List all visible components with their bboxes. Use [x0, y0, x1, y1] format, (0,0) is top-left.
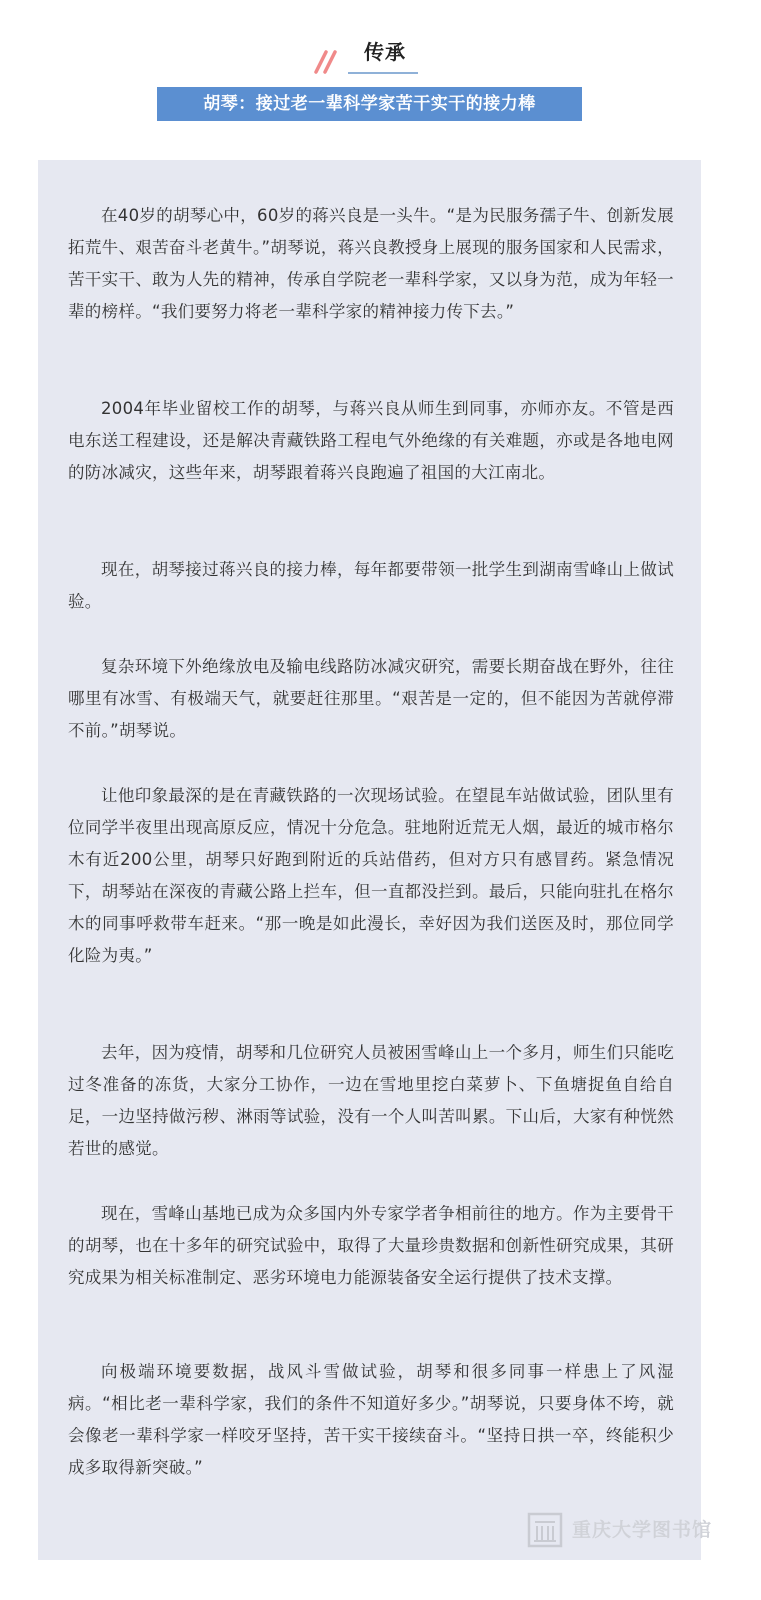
watermark: [526, 1508, 756, 1552]
paragraph-6: 去年，因为疫情，胡琴和几位研究人员被困雪峰山上一个多月，师生们只能吃过冬准备的冻货，大家分工协作，一边在雪地里挖白菜萝卜、下鱼塘捉鱼自给自足，一边坚持做污秽、淋雨等试验，没有一个人叫苦叫累。下山后，大家有种恍然若世的感觉。: [68, 1043, 674, 1158]
section-title-underline: [348, 72, 418, 74]
article-title-banner: 胡琴：接过老一辈科学家苦干实干的接力棒: [157, 87, 582, 121]
paragraph-7: 现在，雪峰山基地已成为众多国内外专家学者争相前往的地方。作为主要骨干的胡琴，也在十多年的研究试验中，取得了大量珍贵数据和创新性研究成果，其研究成果为相关标准制定、恶劣环境电力能源装备安全运行提供了技术支撑。: [68, 1204, 674, 1287]
paragraph-5: 让他印象最深的是在青藏铁路的一次现场试验。在望昆车站做试验，团队里有位同学半夜里出现高原反应，情况十分危急。驻地附近荒无人烟，最近的城市格尔木有近200公里，胡琴只好跑到附近的兵站借药，但对方只有感冒药。紧急情况下，胡琴站在深夜的青藏公路上拦车，但一直都没拦到。最后，只能向驻扎在格尔木的同事呼救带车赶来。“那一晚是如此漫长，幸好因为我们送医及时，那位同学化险为夷。”: [68, 786, 674, 965]
double-slash-icon: [312, 46, 342, 76]
paragraph-1: 在40岁的胡琴心中，60岁的蒋兴良是一头牛。“是为民服务孺子牛、创新发展拓荒牛、艰苦奋斗老黄牛。”胡琴说，蒋兴良教授身上展现的服务国家和人民需求，苦干实干、敢为人先的精神，传承自学院老一辈科学家，又以身为范，成为年轻一辈的榜样。“我们要努力将老一辈科学家的精神接力传下去。”: [68, 206, 674, 321]
paragraph-3: 现在，胡琴接过蒋兴良的接力棒，每年都要带领一批学生到湖南雪峰山上做试验。: [68, 560, 674, 611]
article-header: [0, 0, 761, 150]
paragraph-2: 2004年毕业留校工作的胡琴，与蒋兴良从师生到同事，亦师亦友。不管是西电东送工程建设，还是解决青藏铁路工程电气外绝缘的有关难题，亦或是各地电网的防冰减灾，这些年来，胡琴跟着蒋兴良跑遍了祖国的大江南北。: [68, 399, 674, 482]
section-title: 传承: [364, 40, 406, 64]
watermark-text: 重庆大学图书馆: [572, 1519, 713, 1541]
paragraph-8: 向极端环境要数据，战风斗雪做试验，胡琴和很多同事一样患上了风湿病。“相比老一辈科学家，我们的条件不知道好多少。”胡琴说，只要身体不垮，就会像老一辈科学家一样咬牙坚持，苦干实干接续奋斗。“坚持日拱一卒，终能积少成多取得新突破。”: [68, 1362, 674, 1477]
paragraph-4: 复杂环境下外绝缘放电及输电线路防冰减灾研究，需要长期奋战在野外，往往哪里有冰雪、有极端天气，就要赶往那里。“艰苦是一定的，但不能因为苦就停滞不前。”胡琴说。: [68, 657, 674, 740]
library-logo-icon: [526, 1512, 564, 1548]
